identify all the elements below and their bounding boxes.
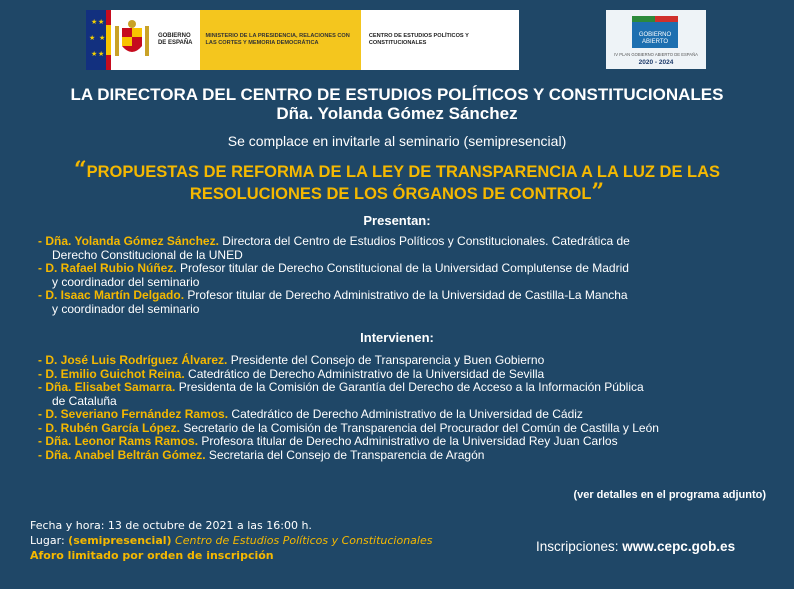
speaker-desc: Secretaria del Consejo de Transparencia de Aragón [205,447,485,462]
header-directora: LA DIRECTORA DEL CENTRO DE ESTUDIOS POLÍTICOS Y CONSTITUCIONALES [70,85,724,104]
speaker-name: - D. Severiano Fernández Ramos. [38,407,229,421]
gobierno-logo-banner [86,10,519,70]
speaker-desc-cont: y coordinador del seminario [52,274,200,289]
speaker-desc-cont: de Cataluña [52,393,117,408]
invitation-text: Se complace en invitarle al seminario (semipresencial) [227,133,567,149]
list-item [38,449,778,463]
inscripciones [536,539,735,554]
gobierno-abierto-label: GOBIERNO ABIERTO [632,16,678,48]
close-quote: ” [591,179,605,205]
plan-label: IV PLAN GOBIERNO ABIERTO DE ESPAÑA [614,52,698,57]
speaker-name: - D. Emilio Guichot Reina. [38,366,185,381]
speaker-name: - D. Isaac Martín Delgado. [38,288,185,302]
speaker-desc: Secretario de la Comisión de Transparencia del Procurador del Común de Castilla y León [180,420,659,435]
speaker-name: - Dña. Leonor Rams Ramos. [38,434,199,448]
lugar-place: Centro de Estudios Políticos y Constitucionales [171,534,433,547]
lugar-mode: (semipresencial) [68,534,172,547]
list-item [38,354,778,368]
list-item [38,235,778,249]
coat-of-arms-icon [111,10,154,70]
gobierno-abierto-logo [606,10,706,69]
speaker-name: - D. Rafael Rubio Núñez. [38,261,177,275]
list-item [38,381,778,395]
list-item [38,435,778,449]
speaker-name: - Dña. Yolanda Gómez Sánchez. [38,234,219,248]
speaker-desc: Profesor titular de Derecho Constitucional de la Universidad Complutense de Madrid [176,261,629,275]
list-item [38,289,778,303]
list-item [38,408,778,422]
inscripciones-link[interactable]: www.cepc.gob.es [622,539,736,554]
speaker-name: - D. Rubén García López. [38,420,181,435]
speaker-name: - D. José Luis Rodríguez Álvarez. [38,353,228,367]
speaker-desc-cont: y coordinador del seminario [52,301,200,316]
speaker-desc: Presidenta de la Comisión de Garantía del Derecho de Acceso a la Información Pública [175,380,644,394]
fecha-hora: Fecha y hora: 13 de octubre de 2021 a las 16:00 h. [30,519,312,532]
presentan-heading: Presentan: [363,213,431,228]
list-item [38,368,778,382]
seminar-title-text: PROPUESTAS DE REFORMA DE LA LEY DE TRANSPARENCIA A LA LUZ DE LAS RESOLUCIONES DE LOS ÓRGANOS DE CONTROL [86,163,721,203]
gobierno-abierto-flag-icon [632,16,678,22]
inscripciones-label: Inscripciones: [536,539,623,554]
header-name: Dña. Yolanda Gómez Sánchez [276,104,518,123]
list-item [38,262,778,276]
ministerio-label: MINISTERIO DE LA PRESIDENCIA, RELACIONES CON LAS CORTES Y MEMORIA DEMOCRÁTICA [200,10,361,70]
gobierno-label: GOBIERNO DE ESPAÑA [157,33,193,46]
intervienen-heading: Intervienen: [360,330,434,345]
speaker-desc: Profesor titular de Derecho Administrativo de la Universidad de Castilla-La Mancha [184,288,628,302]
speaker-desc-cont: Derecho Constitucional de la UNED [52,247,243,262]
speaker-desc: Catedrático de Derecho Administrativo de la Universidad de Cádiz [228,407,583,421]
aforo-note: Aforo limitado por orden de inscripción [30,549,274,562]
event-info [30,518,432,563]
seminar-title [30,157,764,205]
details-note: (ver detalles en el programa adjunto) [573,489,766,501]
speaker-desc: Catedrático de Derecho Administrativo de la Universidad de Sevilla [184,366,545,381]
lugar [30,533,432,548]
eu-flag-icon: ★ ★ ★ ★ ★ ★ [86,10,106,70]
plan-years: 2020 - 2024 [638,59,674,66]
speaker-desc: Profesora titular de Derecho Administrativo de la Universidad Rey Juan Carlos [198,434,618,448]
speaker-desc: Directora del Centro de Estudios Políticos y Constitucionales. Catedrática de [218,234,630,248]
list-item [38,422,778,436]
lugar-label: Lugar: [30,534,69,547]
speaker-desc: Presidente del Consejo de Transparencia y Buen Gobierno [227,353,545,367]
open-quote: “ [73,157,87,183]
speaker-name: - Dña. Elisabet Samarra. [38,380,176,394]
speaker-name: - Dña. Anabel Beltrán Gómez. [38,447,206,462]
intervienen-list [38,354,778,462]
presentan-list [38,235,778,316]
cepc-label: CENTRO DE ESTUDIOS POLÍTICOS Y CONSTITUCIONALES [368,33,469,46]
